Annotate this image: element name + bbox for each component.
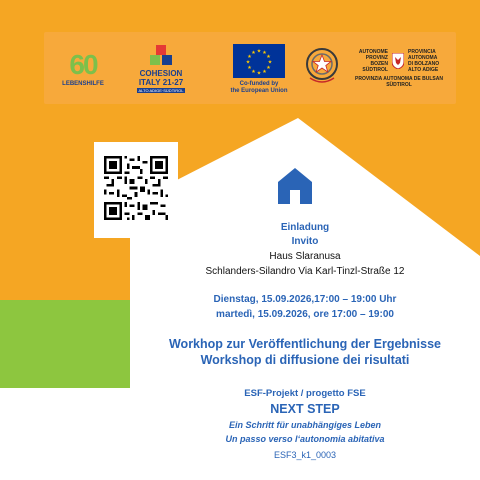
eu-flag-icon (233, 44, 285, 78)
svg-text:★: ★ (267, 59, 273, 65)
eu-caption-line1: Co-funded by (239, 80, 279, 87)
eu-cofunded-logo (214, 36, 304, 102)
province-de-line2: PROVINZ (365, 54, 388, 61)
svg-text:★: ★ (266, 64, 271, 71)
workshop-title-it: Workshop di diffusione dei risultati (200, 353, 410, 367)
province-bottom-line1: PROVINZIA AUTONOMA DE BULSAN (355, 75, 443, 82)
eu-caption-line2: the European Union (230, 87, 288, 94)
cohesion-cube-icon (150, 45, 172, 67)
svg-text:★: ★ (256, 70, 262, 76)
province-de-line3: BOZEN (370, 60, 388, 67)
cohesion-italy-logo (128, 38, 194, 100)
svg-text:★: ★ (251, 49, 256, 56)
project-subtitle-it: Un passo verso l‘autonomia abitativa (225, 434, 385, 444)
svg-text:★: ★ (245, 59, 251, 65)
event-date-it: martedì, 15.09.2026, ore 17:00 – 19:00 (216, 309, 394, 320)
svg-text:★: ★ (247, 53, 252, 60)
province-bolzano-logo (344, 38, 454, 98)
province-name-ladin (355, 76, 443, 88)
province-de-line4: SÜDTIROL (362, 66, 388, 73)
cohesion-line1: COHESION (139, 69, 183, 78)
qr-code-icon (104, 156, 168, 220)
province-it-line1: PROVINCIA (407, 48, 436, 55)
svg-text:★: ★ (251, 68, 256, 75)
province-bottom-line2: SÜDTIROL (386, 81, 412, 88)
province-eagle-shield-icon (392, 53, 404, 69)
project-subtitle-de: Ein Schritt für unabhängiges Leben (228, 420, 381, 430)
svg-text:★: ★ (247, 64, 252, 71)
project-name: NEXT STEP (270, 402, 340, 416)
venue-name: Haus Slaranusa (269, 251, 341, 262)
lebenshilfe-number-text: 60 (69, 49, 97, 80)
project-code: ESF3_k1_0003 (273, 450, 337, 460)
title-einladung: Einladung (280, 222, 330, 233)
workshop-title-de: Workhop zur Veröffentlichung der Ergebnisse (168, 337, 442, 351)
lebenshilfe-logo (56, 46, 110, 92)
lebenshilfe-label: LEBENSHILFE (62, 81, 104, 87)
province-it-line3: DI BOLZANO (407, 60, 440, 67)
svg-text:★: ★ (262, 68, 267, 75)
event-date-de: Dienstag, 15.09.2026,17:00 – 19:00 Uhr (213, 294, 397, 305)
project-label: ESF-Projekt / progetto FSE (244, 388, 366, 399)
province-name-de (359, 49, 388, 73)
svg-text:★: ★ (262, 49, 267, 56)
svg-text:★: ★ (256, 48, 262, 54)
cohesion-line2: ITALY 21-27 (138, 78, 184, 87)
province-de-line1: AUTONOME (358, 48, 388, 55)
province-name-row (359, 49, 439, 73)
eu-caption (231, 81, 288, 95)
province-it-line4: ALTO ADIGE (407, 66, 439, 73)
cohesion-line3: ALTO ADIGE·SÜDTIROL (138, 88, 184, 93)
title-invito: Invito (291, 236, 319, 247)
province-it-line2: AUTONOMA (407, 54, 438, 61)
house-icon (276, 166, 314, 206)
italian-republic-emblem-icon (302, 38, 342, 94)
venue-address: Schlanders-Silandro Via Karl-Tinzl-Straße 12 (205, 266, 405, 277)
lebenshilfe-number (69, 51, 96, 79)
partner-logo-bar (44, 32, 456, 104)
svg-text:★: ★ (266, 53, 271, 60)
province-name-it (408, 49, 439, 73)
